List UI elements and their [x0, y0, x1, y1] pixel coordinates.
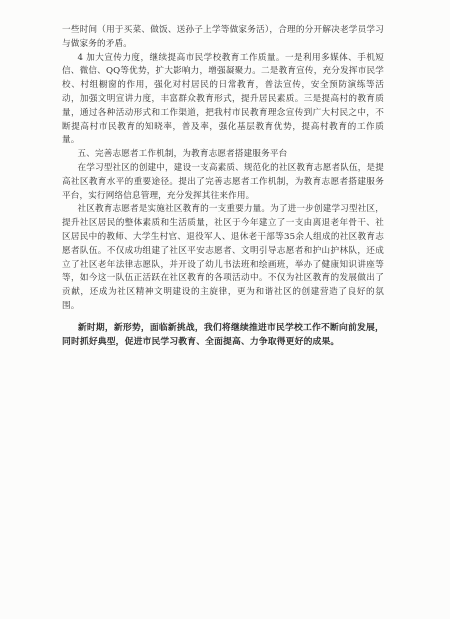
section-heading: 五、完善志愿者工作机制，为教育志愿者搭建服务平台: [77, 149, 288, 160]
paragraph-3: 在学习型社区的创建中，建设一支高素质、规范化的社区教育志愿者队伍，是提高社区教育水平的重要途径。提出了完善志愿者工作机制，为教育志愿者搭建服务平台，实行网络信息管理，充分发挥其往来作用。: [62, 162, 384, 201]
paragraph-2: 4 加大宣传力度，继续提高市民学校教育工作质量。一是利用多媒体、手机短信、微信、QQ等优势，扩大影响力，增强凝聚力。二是教育宣传，充分发挥市民学校、村组橱窗的作用，强化对村居民的日常教育，普法宣传，安全预防演练等活动，加强文明宣讲力度，丰富群众教育形式，提升居民素质。三是提高村的教育质量，通过各种活动形式和工作渠道，把我村市民教育理念宣传到广大村民之中，不断提高村市民教育的知晓率，普及率，强化基层教育优势，提高村教育的工作质量。: [62, 52, 384, 146]
paragraph-1: 一些时间（用于买菜、做饭、送孙子上学等做家务活），合理的分开解决老学员学习与做家务的矛盾。: [62, 25, 384, 49]
document-body: [62, 24, 384, 349]
paragraph-5: 新时期，新形势，面临新挑战，我们将继续推进市民学校工作不断向前发展，同时抓好典型，促进市民学习教育、全面提高、力争取得更好的成果。: [62, 322, 384, 347]
paragraph-4: 社区教育志愿者是实施社区教育的一支重要力量。为了进一步创建学习型社区，提升社区居民的整体素质和生活质量，社区于今年建立了一支由离退老年骨干、社区居民中的教师、大学生村官、退役军人、退休老干部等35余人组成的社区教育志愿者队伍。不仅成功组建了社区平安志愿者、文明引导志愿者和护山护林队，还成立了社区老年法律志愿队，并开设了幼儿书法班和绘画班，举办了健康知识讲座等等，如今这一队伍正活跃在社区教育的各项活动中。不仅为社区教育的发展做出了贡献，还成为社区精神文明建设的主旋律，更为和谐社区的创建营造了良好的氛围。: [62, 204, 384, 311]
